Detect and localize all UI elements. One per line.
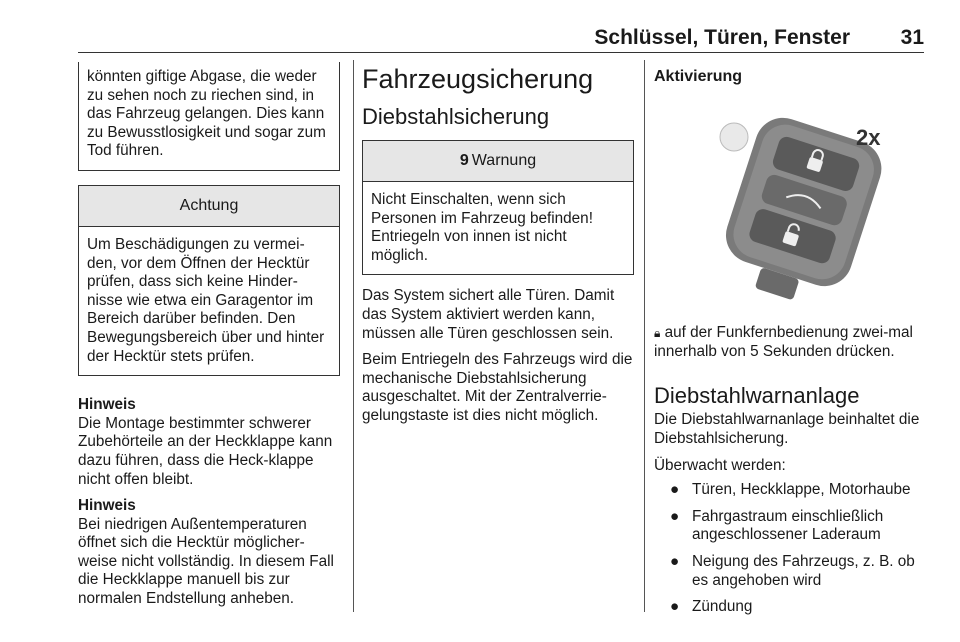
column-middle	[362, 62, 634, 426]
body-paragraph: Beim Entriegeln des Fahrzeugs wird die mechanische Diebstahlsicherung ausgeschaltet. Mit der Zentralverrie-gelungstaste ist dies nicht möglich.	[362, 351, 633, 424]
car-key-icon	[684, 97, 924, 305]
activation-heading: Aktivierung	[654, 68, 743, 85]
body-paragraph: Überwacht werden:	[654, 456, 786, 474]
list-item: ● Zündung	[670, 598, 753, 616]
body-paragraph: Das System sichert alle Türen. Damit das System aktiviert werden kann, müssen alle Türen geschlossen sein.	[362, 287, 615, 342]
column-right	[654, 62, 930, 625]
danger-text: könnten giftige Abgase, die weder zu sehen noch zu riechen sind, in das Fahrzeug gelangen. Dies kann zu Bewusstlosigkeit und sogar zum Tod führen.	[87, 68, 326, 160]
achtung-text: Um Beschädigungen zu vermei-den, vor dem Öffnen der Hecktür prüfen, dass sich keine Hinder-nisse wie etwa ein Garagentor im Bereich darüber befinden. Den Bewegungsbereich über und hinter der Hecktür stets prüfen.	[87, 235, 325, 365]
monitored-list	[654, 481, 930, 617]
danger-box-continued	[78, 62, 340, 171]
hinweis-title: Hinweis	[78, 497, 136, 515]
achtung-title: Achtung	[79, 186, 339, 227]
hinweis-text: Die Montage bestimmter schwerer Zubehörteile an der Heckklappe kann dazu führen, dass die Heck-klappe nicht offen bleibt.	[78, 414, 333, 488]
header-rule	[78, 52, 924, 53]
warning-box	[362, 140, 634, 275]
list-item: ● Neigung des Fahrzeugs, z. B. ob es angehoben wird	[670, 552, 915, 589]
warning-header	[363, 141, 633, 182]
lock-icon: 🔒︎	[654, 326, 661, 341]
page-number: 31	[900, 26, 924, 49]
hinweis-title: Hinweis	[78, 396, 136, 414]
list-item: ● Fahrgastraum einschließlich angeschlossener Laderaum	[670, 507, 884, 544]
subsection-heading: Diebstahlsicherung	[362, 104, 550, 129]
activation-text: 🔒︎ auf der Funkfernbedienung zwei-mal innerhalb von 5 Sekunden drücken.	[654, 324, 913, 360]
warning-text: Nicht Einschalten, wenn sich Personen im Fahrzeug befinden! Entriegeln von innen ist nicht möglich.	[371, 191, 593, 264]
section-heading: Fahrzeugsicherung	[362, 64, 594, 94]
warning-title: Warnung	[471, 151, 537, 169]
list-item: ● Türen, Heckklappe, Motorhaube	[670, 481, 911, 499]
hinweis-text: Bei niedrigen Außentemperaturen öffnet sich die Hecktür möglicher-weise nicht vollständig. In diesem Fall die Heckklappe manuell bis zur normalen Endstellung anheben.	[78, 515, 334, 608]
image-label: 2x	[856, 124, 881, 150]
chapter-title: Schlüssel, Türen, Fenster	[594, 26, 850, 49]
column-divider	[353, 60, 354, 612]
body-paragraph: Die Diebstahlwarnanlage beinhaltet die Diebstahlsicherung.	[654, 411, 920, 447]
page-header	[0, 0, 960, 52]
warning-icon: 9	[459, 151, 469, 169]
column-left	[78, 62, 340, 609]
subsection-heading: Diebstahlwarnanlage	[654, 383, 860, 409]
achtung-box	[78, 185, 340, 376]
column-divider	[644, 60, 645, 612]
